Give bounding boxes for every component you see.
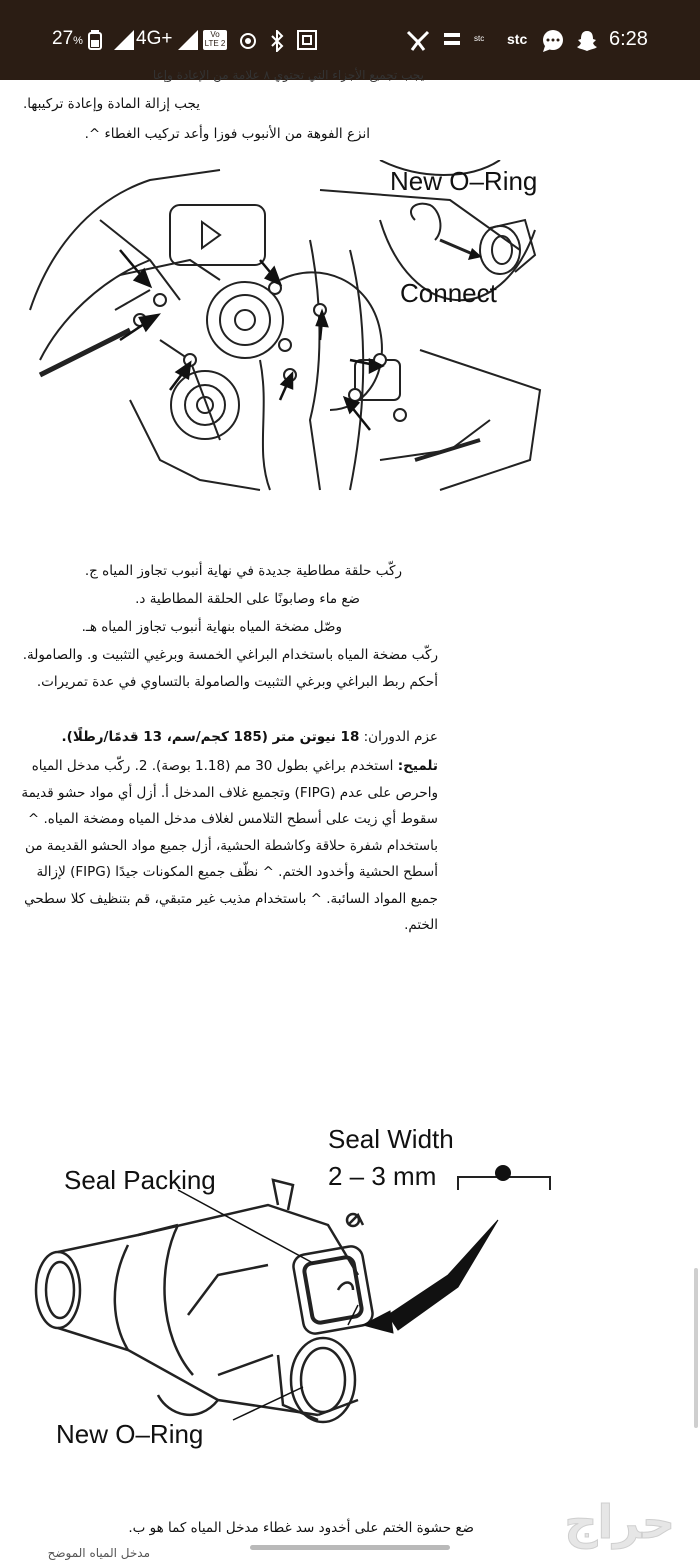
chat-icon [541,30,565,52]
doc-line-cut: يجب تجميع الأجزاء التي تحتوي ٨ علامة من الإعادة وإعا [152,68,424,82]
label-width-value: 2 – 3 mm [328,1161,437,1191]
battery-percent: 27% [52,28,83,49]
doc-line-remove: يجب إزالة المادة وإعادة تركيبها. [22,96,200,112]
home-indicator[interactable] [250,1545,450,1550]
step-c: ركّب حلقة مطاطية جديدة في نهاية أنبوب تجاوز المياه ج. [84,563,402,579]
menu-icon [444,30,460,50]
signal-icon-2 [178,30,198,50]
step-f: ركّب مضخة المياه باستخدام البراغي الخمسة وبرغيي التثبيت و. والصامولة. أحكم ربط البراغي وبرغي التثبيت والصامولة بالتساوي في عدة تمريرات. [22,647,438,690]
nfc-icon [297,30,317,50]
water-pump-diagram [20,160,550,500]
step-e: وصّل مضخة المياه بنهاية أنبوب تجاوز المياه هـ. [81,619,342,635]
label-new-oring-1: New O–Ring [390,166,538,196]
signal-icon [114,30,134,50]
hint-prefix: تلميح: [397,758,438,774]
step-d: ضع ماء وصابونًا على الحلقة المطاطية د. [135,591,360,607]
hotspot-icon [237,30,259,52]
battery-icon [88,30,102,50]
scrollbar[interactable] [694,1268,698,1428]
snapchat-icon [576,30,598,52]
notification-icon [406,30,430,52]
label-connect: Connect [400,278,497,308]
haraj-watermark [475,1488,690,1550]
torque-prefix: عزم الدوران: [359,729,438,745]
doc-line-bottom: ضع حشوة الختم على أخدود سد غطاء مدخل المياه كما هو ب. [128,1520,474,1536]
label-seal-packing: Seal Packing [64,1165,216,1195]
clock: 6:28 [609,28,648,50]
label-new-oring-2: New O–Ring [56,1419,204,1449]
torque-line [62,729,438,745]
hint-body: استخدم براغي بطول 30 مم (1.18 بوصة). 2. ركّب مدخل المياه واحرص على عدم (FIPG) وتجميع غلاف المدخل أ. أزل أي مواد حشو قديمة سقوط أي زيت على أسطح التلامس لغلاف مدخل المياه ومضخة المياه. ^ باستخدام شفرة حلاقة وكاشطة الحشية، أزل جميع مواد الحشو القديمة من أسطح الحشية وأخدود الختم. ^ نظّف جميع المكونات جيدًا (FIPG) لإزالة جميع المواد السائبة. ^ باستخدام مذيب غير متبقي، قم بتنظيف كلا سطحي الختم. [21,758,438,933]
network-type: 4G+ [136,28,173,49]
carrier-2: stc [507,31,528,47]
torque-value: 18 نيوتن متر (185 كجم/سم، 13 قدمًا/رطلًا). [61,729,360,745]
hint-paragraph [13,753,438,939]
doc-line-bottom-cut: مدخل المياه الموضح [47,1546,150,1560]
doc-line-pull-hose: انزع الفوهة من الأنبوب فوزا وأعد تركيب الغطاء ^. [84,126,370,142]
volte-badge: Vo LTE 2 [204,30,226,48]
label-seal-width: Seal Width [328,1124,454,1154]
bluetooth-icon [270,30,284,52]
watermark-text: حراج [564,1495,675,1549]
water-inlet-seal-diagram [18,1115,558,1475]
carrier-1: stc [474,34,485,43]
